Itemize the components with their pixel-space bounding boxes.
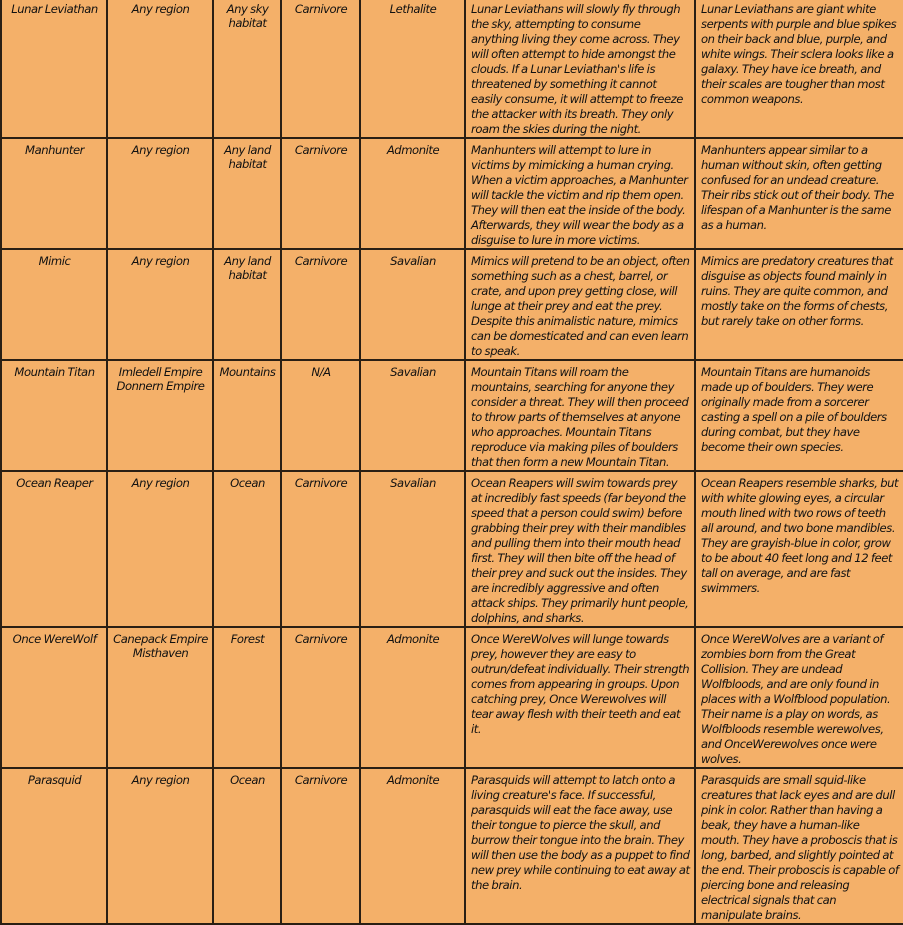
table-row [1, 138, 903, 249]
creature-habitat: Any land habitat [213, 138, 281, 249]
creature-region: Imledell Empire Donnern Empire [107, 360, 213, 471]
creature-appearance: Mountain Titans are humanoids made up of boulders. They were originally made from a sorcerer casting a spell on a pile of boulders during combat, but they have become their own species. [695, 360, 903, 471]
creature-habitat: Forest [213, 627, 281, 768]
creature-danger-level: Savalian [360, 249, 465, 360]
creature-diet: Carnivore [281, 471, 360, 627]
creature-danger-level: Admonite [360, 627, 465, 768]
creature-name: Parasquid [1, 768, 107, 924]
creature-appearance: Once WereWolves are a variant of zombies born from the Great Collision. They are undead Wolfbloods, and are only found in places with a Wolfblood population. Their name is a play on words, as Wolfbloods resemble werewolves, and OnceWerewolves once were wolves. [695, 627, 903, 768]
creature-region: Any region [107, 768, 213, 924]
creature-danger-level: Lethalite [360, 0, 465, 138]
creature-danger-level: Admonite [360, 768, 465, 924]
creature-diet: Carnivore [281, 627, 360, 768]
creature-behavior: Lunar Leviathans will slowly fly through the sky, attempting to consume anything living they come across. They will often attempt to hide amongst the clouds. If a Lunar Leviathan's life is threatened by something it cannot easily consume, it will attempt to freeze the attacker with its breath. They only roam the skies during the night. [465, 0, 695, 138]
creature-diet: Carnivore [281, 249, 360, 360]
creature-habitat: Ocean [213, 471, 281, 627]
creature-danger-level: Admonite [360, 138, 465, 249]
table-row [1, 249, 903, 360]
creature-appearance: Manhunters appear similar to a human without skin, often getting confused for an undead creature. Their ribs stick out of their body. The lifespan of a Manhunter is the same as a human. [695, 138, 903, 249]
creature-appearance: Parasquids are small squid-like creatures that lack eyes and are dull pink in color. Rather than having a beak, they have a human-like mouth. They have a proboscis that is long, barbed, and slightly pointed at the end. Their proboscis is capable of piercing bone and releasing electrical signals that can manipulate brains. [695, 768, 903, 924]
creature-appearance: Ocean Reapers resemble sharks, but with white glowing eyes, a circular mouth lined with two rows of teeth all around, and two bone mandibles. They are grayish-blue in color, grow to be about 40 feet long and 12 feet tall on average, and are fast swimmers. [695, 471, 903, 627]
creature-danger-level: Savalian [360, 360, 465, 471]
creature-behavior: Mountain Titans will roam the mountains, searching for anyone they consider a threat. They will then proceed to throw parts of themselves at anyone who approaches. Mountain Titans reproduce via making piles of boulders that then form a new Mountain Titan. [465, 360, 695, 471]
creature-region: Any region [107, 249, 213, 360]
table-row [1, 471, 903, 627]
creature-region: Any region [107, 138, 213, 249]
creature-behavior: Manhunters will attempt to lure in victims by mimicking a human crying. When a victim approaches, a Manhunter will tackle the victim and rip them open. They will then eat the inside of the body. Afterwards, they will wear the body as a disguise to lure in more victims. [465, 138, 695, 249]
table-row [1, 0, 903, 138]
creature-region: Any region [107, 0, 213, 138]
creature-habitat: Any land habitat [213, 249, 281, 360]
table-row [1, 768, 903, 924]
creature-name: Manhunter [1, 138, 107, 249]
table-row [1, 360, 903, 471]
creature-appearance: Lunar Leviathans are giant white serpents with purple and blue spikes on their back and blue, purple, and white wings. Their sclera looks like a galaxy. They have ice breath, and their scales are tougher than most common weapons. [695, 0, 903, 138]
creature-behavior: Mimics will pretend to be an object, often something such as a chest, barrel, or crate, and upon prey getting close, will lunge at their prey and eat the prey. Despite this animalistic nature, mimics can be domesticated and can even learn to speak. [465, 249, 695, 360]
creature-behavior: Once WereWolves will lunge towards prey, however they are easy to outrun/defeat individually. Their strength comes from appearing in groups. Upon catching prey, Once Werewolves will tear away flesh with their teeth and eat it. [465, 627, 695, 768]
creature-name: Mimic [1, 249, 107, 360]
creature-name: Lunar Leviathan [1, 0, 107, 138]
table-row [1, 627, 903, 768]
creature-behavior: Parasquids will attempt to latch onto a living creature's face. If successful, parasquids will eat the face away, use their tongue to pierce the skull, and burrow their tongue into the brain. They will then use the body as a puppet to find new prey while continuing to eat away at the brain. [465, 768, 695, 924]
creature-diet: N/A [281, 360, 360, 471]
creature-danger-level: Savalian [360, 471, 465, 627]
creature-behavior: Ocean Reapers will swim towards prey at incredibly fast speeds (far beyond the speed that a person could swim) before grabbing their prey with their mandibles and pulling them into their mouth head first. They will then bite off the head of their prey and suck out the insides. They are incredibly aggressive and often attack ships. They primarily hunt people, dolphins, and sharks. [465, 471, 695, 627]
creature-habitat: Any sky habitat [213, 0, 281, 138]
creature-region: Any region [107, 471, 213, 627]
creature-appearance: Mimics are predatory creatures that disguise as objects found mainly in ruins. They are quite common, and mostly take on the forms of chests, but rarely take on other forms. [695, 249, 903, 360]
creature-diet: Carnivore [281, 768, 360, 924]
creature-name: Ocean Reaper [1, 471, 107, 627]
creature-habitat: Ocean [213, 768, 281, 924]
creature-diet: Carnivore [281, 138, 360, 249]
creature-region: Canepack Empire Misthaven [107, 627, 213, 768]
creature-name: Mountain Titan [1, 360, 107, 471]
creature-diet: Carnivore [281, 0, 360, 138]
creature-habitat: Mountains [213, 360, 281, 471]
creature-name: Once WereWolf [1, 627, 107, 768]
